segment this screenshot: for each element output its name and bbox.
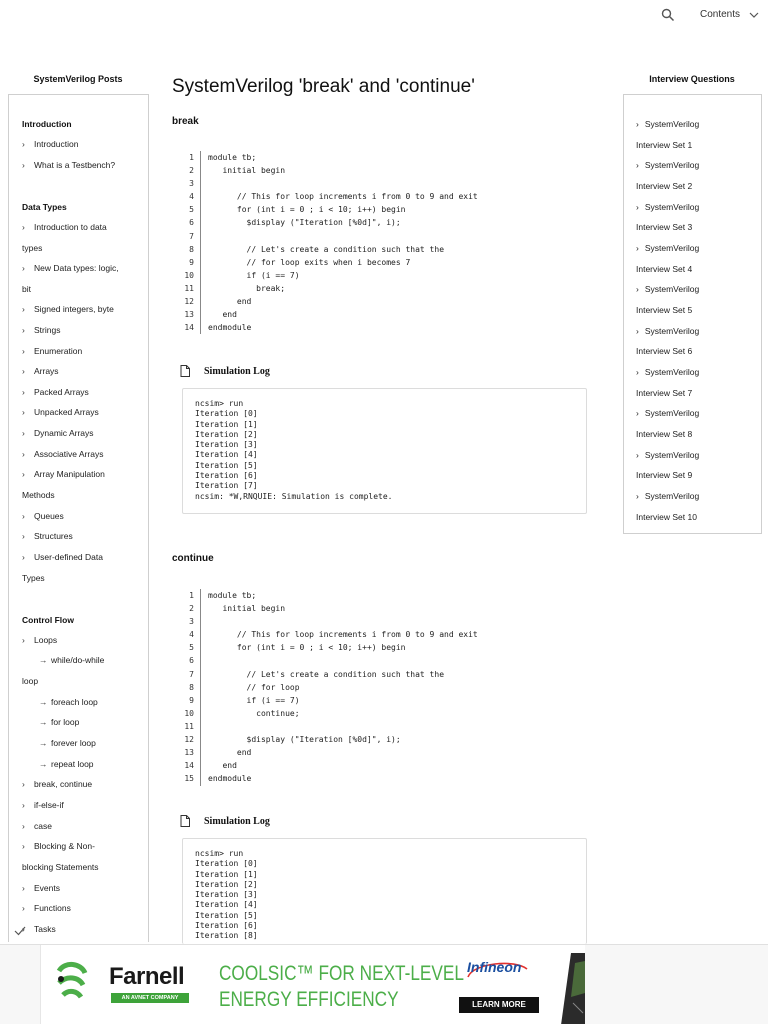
log-line: Iteration [0] (195, 859, 258, 869)
right-sidebar-title: Interview Questions (649, 74, 735, 84)
code-line (182, 164, 587, 177)
break-simulation-log (182, 388, 587, 514)
ad-headline-line-1: COOLSIC™ FOR NEXT-LEVEL (219, 962, 464, 985)
code-text: $display ("Iteration [%0d]", i); (208, 735, 401, 745)
code-line (182, 668, 587, 681)
log-line: ncsim> run (195, 399, 244, 408)
line-number: 8 (189, 244, 194, 254)
line-number: 10 (184, 708, 194, 718)
line-number: 4 (189, 630, 194, 640)
ad-headline (219, 961, 464, 1013)
interview-link-1[interactable]: › SystemVerilog (636, 119, 700, 129)
line-number: 1 (189, 153, 194, 162)
interview-link-2-label[interactable]: Interview Set 2 (636, 181, 693, 191)
nav-item-forever-loop[interactable]: → forever loop (39, 738, 96, 748)
log-line: Iteration [8] (195, 931, 258, 941)
break-simlog-heading (180, 365, 270, 377)
code-text: endmodule (208, 774, 252, 784)
code-line (182, 321, 587, 334)
line-number: 6 (189, 656, 194, 666)
interview-link-4-label[interactable]: Interview Set 4 (636, 264, 693, 274)
code-line (182, 772, 587, 785)
interview-link-9-label[interactable]: Interview Set 9 (636, 470, 693, 480)
nav-item-intro-data-types-cont[interactable]: types (22, 243, 43, 253)
line-number: 14 (184, 761, 194, 771)
line-number: 10 (184, 270, 194, 280)
line-number: 9 (189, 695, 194, 705)
ad-product-image (561, 953, 585, 1024)
nav-item-while-do-while-cont[interactable]: loop (22, 676, 39, 686)
line-number: 9 (189, 257, 194, 267)
nav-item-case[interactable]: › case (22, 821, 52, 831)
code-text: end (208, 297, 252, 307)
break-heading: break (172, 116, 199, 127)
line-number: 11 (184, 721, 194, 731)
code-text: // for loop (208, 682, 300, 692)
log-line: Iteration [4] (195, 450, 258, 460)
ad-partner-logo: Infineon (467, 959, 522, 975)
nav-item-if-else-if[interactable]: › if-else-if (22, 800, 64, 810)
page-title: SystemVerilog 'break' and 'continue' (172, 76, 475, 97)
code-text: end (208, 310, 237, 320)
nav-item-array-manipulation-cont[interactable]: Methods (22, 490, 55, 500)
interview-link-4[interactable]: › SystemVerilog (636, 243, 700, 253)
nav-item-structures[interactable]: › Structures (22, 531, 73, 541)
ad-brand: Farnell (109, 963, 185, 990)
line-number: 12 (184, 735, 194, 745)
code-line (182, 641, 587, 654)
nav-item-blocking[interactable]: › Blocking & Non- (22, 841, 95, 851)
log-line: Iteration [7] (195, 481, 258, 491)
line-number: 8 (189, 682, 194, 692)
log-line: Iteration [3] (195, 440, 258, 450)
code-line (182, 203, 587, 216)
nav-section-control-flow: Control Flow (22, 615, 74, 625)
interview-link-3-label[interactable]: Interview Set 3 (636, 222, 693, 232)
nav-item-what-is-testbench[interactable]: › What is a Testbench? (22, 160, 116, 170)
code-text: continue; (208, 708, 300, 718)
line-number: 12 (184, 297, 194, 307)
contents-dropdown[interactable] (700, 9, 759, 20)
code-line (182, 282, 587, 295)
nav-item-queues[interactable]: › Queues (22, 511, 64, 521)
nav-item-packed-arrays[interactable]: › Packed Arrays (22, 387, 89, 397)
nav-item-strings[interactable]: › Strings (22, 325, 61, 335)
nav-item-for-loop[interactable]: → for loop (39, 717, 80, 727)
learn-more-button[interactable]: LEARN MORE (459, 997, 539, 1013)
code-line (182, 628, 587, 641)
code-text: initial begin (208, 604, 286, 614)
left-sidebar-title: SystemVerilog Posts (33, 74, 123, 84)
code-line (182, 720, 587, 733)
nav-section-data-types: Data Types (22, 202, 67, 212)
document-icon (180, 815, 190, 827)
interview-link-2[interactable]: › SystemVerilog (636, 160, 700, 170)
checkmark-icon (14, 926, 26, 936)
code-line (182, 681, 587, 694)
break-code-block (182, 151, 587, 335)
nav-item-user-defined-types-cont[interactable]: Types (22, 573, 45, 583)
code-text: for (int i = 0 ; i < 10; i++) begin (208, 643, 406, 653)
code-line (182, 151, 587, 164)
line-number: 1 (189, 591, 194, 600)
farnell-logo-icon (55, 961, 89, 1001)
code-text: $display ("Iteration [%0d]", i); (208, 218, 401, 228)
code-text: module tb; (208, 591, 257, 600)
line-number: 4 (189, 192, 194, 202)
nav-item-intro-data-types[interactable]: › Introduction to data (22, 222, 107, 232)
code-text: initial begin (208, 166, 286, 176)
code-line (182, 694, 587, 707)
chevron-down-icon (749, 12, 759, 18)
interview-link-10-label[interactable]: Interview Set 10 (636, 512, 697, 522)
nav-section-introduction: Introduction (22, 119, 72, 129)
log-line: Iteration [1] (195, 419, 258, 429)
document-icon (180, 365, 190, 377)
nav-item-blocking-cont[interactable]: blocking Statements (22, 862, 99, 872)
log-line: Iteration [5] (195, 460, 258, 470)
continue-simlog-heading (180, 815, 270, 827)
ad-headline-line-2: ENERGY EFFICIENCY (219, 988, 399, 1011)
continue-code-block (182, 589, 587, 786)
log-line: Iteration [2] (195, 429, 258, 439)
nav-item-introduction[interactable]: › Introduction (22, 139, 79, 149)
nav-item-new-data-types[interactable]: › New Data types: logic, (22, 263, 119, 273)
code-text: if (i == 7) (208, 695, 300, 705)
ad-banner[interactable] (0, 944, 768, 1024)
code-line (182, 602, 587, 615)
code-line (182, 746, 587, 759)
interview-link-7-label[interactable]: Interview Set 7 (636, 388, 693, 398)
code-line (182, 190, 587, 203)
interview-link-1-label[interactable]: Interview Set 1 (636, 140, 693, 150)
code-text: end (208, 761, 237, 771)
code-text: // Let's create a condition such that the (208, 244, 445, 254)
code-line (182, 177, 587, 190)
line-number: 5 (189, 643, 194, 653)
nav-item-while-do-while[interactable]: → while/do-while (39, 655, 105, 665)
nav-item-new-data-types-cont[interactable]: bit (22, 284, 31, 294)
search-icon[interactable] (661, 8, 675, 22)
interview-link-9[interactable]: › SystemVerilog (636, 450, 700, 460)
line-number: 2 (189, 604, 194, 614)
code-line (182, 269, 587, 282)
nav-item-tasks[interactable]: › Tasks (22, 924, 56, 934)
interview-link-3[interactable]: › SystemVerilog (636, 202, 700, 212)
code-text: module tb; (208, 153, 257, 162)
nav-item-array-manipulation[interactable]: › Array Manipulation (22, 469, 105, 479)
continue-simlog-label: Simulation Log (204, 815, 270, 827)
contents-label: Contents (700, 9, 741, 20)
log-line: Iteration [0] (195, 409, 258, 419)
nav-item-loops[interactable]: › Loops (22, 635, 58, 645)
interview-link-6-label[interactable]: Interview Set 6 (636, 346, 693, 356)
log-line: Iteration [5] (195, 910, 258, 920)
nav-item-functions[interactable]: › Functions (22, 903, 71, 913)
code-text: // This for loop increments i from 0 to 9 and exit (208, 630, 478, 640)
code-line (182, 707, 587, 720)
line-number: 15 (184, 774, 194, 784)
log-line: Iteration [1] (195, 869, 258, 879)
nav-item-foreach-loop[interactable]: → foreach loop (39, 697, 98, 707)
break-simlog-label: Simulation Log (204, 365, 270, 377)
code-line (182, 256, 587, 269)
code-line (182, 589, 587, 602)
log-line: ncsim: *W,RNQUIE: Simulation is complete. (195, 491, 393, 501)
interview-link-5-label[interactable]: Interview Set 5 (636, 305, 693, 315)
code-text: break; (208, 283, 286, 293)
interview-link-10[interactable]: › SystemVerilog (636, 491, 700, 501)
code-text: // This for loop increments i from 0 to 9 and exit (208, 192, 478, 202)
code-line (182, 230, 587, 243)
line-number: 11 (184, 283, 194, 293)
code-text: if (i == 7) (208, 270, 300, 280)
nav-item-unpacked-arrays[interactable]: › Unpacked Arrays (22, 407, 99, 417)
log-line: Iteration [3] (195, 890, 258, 900)
log-line: Iteration [6] (195, 921, 258, 931)
line-number: 2 (189, 166, 194, 176)
top-bar (0, 0, 768, 30)
code-line (182, 308, 587, 321)
line-number: 7 (189, 231, 194, 241)
code-text: endmodule (208, 323, 252, 333)
left-sidebar (8, 94, 149, 942)
code-line (182, 615, 587, 628)
nav-item-user-defined-types[interactable]: › User-defined Data (22, 552, 103, 562)
nav-item-break-continue[interactable]: › break, continue (22, 779, 93, 789)
code-text: // for loop exits when i becomes 7 (208, 257, 411, 267)
code-line (182, 654, 587, 667)
continue-heading: continue (172, 553, 214, 564)
interview-link-5[interactable]: › SystemVerilog (636, 284, 700, 294)
ad-brand-tag: AN AVNET COMPANY (111, 993, 189, 1003)
continue-simulation-log (182, 838, 587, 944)
log-line: ncsim> run (195, 849, 244, 858)
nav-item-arrays[interactable]: › Arrays (22, 366, 59, 376)
code-text: // Let's create a condition such that the (208, 669, 445, 679)
nav-item-repeat-loop[interactable]: → repeat loop (39, 759, 94, 769)
line-number: 3 (189, 617, 194, 627)
code-line (182, 733, 587, 746)
line-number: 13 (184, 310, 194, 320)
line-number: 13 (184, 748, 194, 758)
interview-link-7[interactable]: › SystemVerilog (636, 367, 700, 377)
code-line (182, 759, 587, 772)
log-line: Iteration [6] (195, 471, 258, 481)
nav-item-dynamic-arrays[interactable]: › Dynamic Arrays (22, 428, 94, 438)
line-number: 3 (189, 179, 194, 189)
ad-content[interactable] (40, 945, 585, 1024)
line-number: 6 (189, 218, 194, 228)
interview-link-6[interactable]: › SystemVerilog (636, 326, 700, 336)
nav-item-signed-integers[interactable]: › Signed integers, byte (22, 304, 114, 314)
code-text: for (int i = 0 ; i < 10; i++) begin (208, 205, 406, 215)
line-number: 7 (189, 669, 194, 679)
code-line (182, 295, 587, 308)
nav-item-events[interactable]: › Events (22, 883, 60, 893)
log-line: Iteration [2] (195, 879, 258, 889)
interview-link-8[interactable]: › SystemVerilog (636, 408, 700, 418)
line-number: 5 (189, 205, 194, 215)
nav-item-enumeration[interactable]: › Enumeration (22, 346, 83, 356)
right-sidebar (623, 94, 762, 534)
interview-link-8-label[interactable]: Interview Set 8 (636, 429, 693, 439)
code-line (182, 216, 587, 229)
line-number: 14 (184, 323, 194, 333)
log-line: Iteration [4] (195, 900, 258, 910)
nav-item-associative-arrays[interactable]: › Associative Arrays (22, 449, 104, 459)
code-text: end (208, 748, 252, 758)
code-line (182, 243, 587, 256)
